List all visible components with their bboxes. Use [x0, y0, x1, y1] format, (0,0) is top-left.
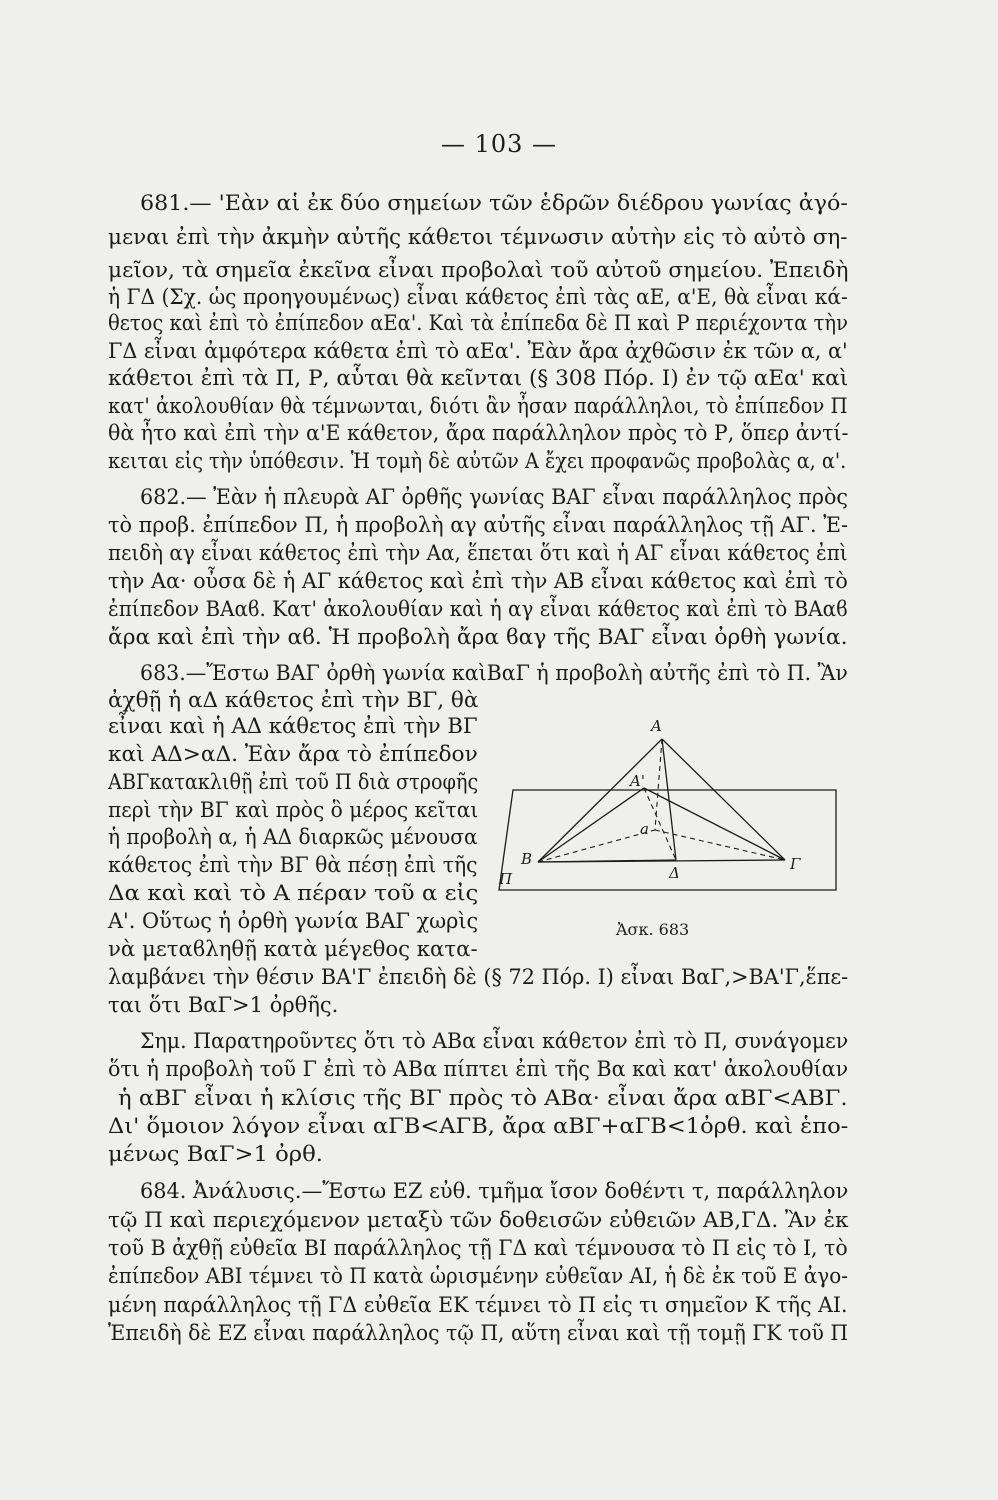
text-line: ἡ ΓΔ (Σχ. ὡς προηγουμένως) εἶναι κάθετος ἐπὶ τὰς αΕ, α'Ε, θὰ εἶναι κά-: [108, 285, 848, 309]
text-line: ἡ αΒΓ εἶναι ἡ κλίσις τῆς ΒΓ πρὸς τὸ ΑΒα· εἶναι ἄρα αΒΓ<ΑΒΓ.: [118, 1086, 848, 1110]
label-A-prime: A': [630, 772, 645, 790]
figure-683: [485, 712, 863, 952]
text-line: ἡ προβολὴ α, ἡ ΑΔ διαρκῶς μένουσα: [108, 825, 478, 849]
label-A: A: [651, 717, 662, 735]
text-line: καὶ ΑΔ>αΔ. Ἐὰν ἄρα τὸ ἐπίπεδον: [108, 742, 478, 766]
label-P: Π: [499, 870, 513, 888]
text-line: ἄρα καὶ ἐπὶ τὴν αϐ. Ἡ προβολὴ ἄρα ϐαγ τῆς ΒΑΓ εἶναι ὀρθὴ γωνία.: [108, 625, 848, 649]
text-line: 683.—Ἔστω ΒΑΓ ὀρθὴ γωνία καὶΒαΓ ἡ προβολὴ αὐτῆς ἐπὶ τὸ Π. Ἂν: [140, 661, 848, 685]
text-line: κάθετοι ἐπὶ τὰ Π, Ρ, αὗται θὰ κεῖνται (§ 308 Πόρ. Ι) ἐν τῷ αΕα' καὶ: [108, 366, 849, 390]
label-B: B: [521, 850, 533, 868]
text-line: εἶναι καὶ ἡ ΑΔ κάθετος ἐπὶ τὴν ΒΓ: [108, 714, 478, 738]
text-line: Δι' ὅμοιον λόγον εἶναι αΓΒ<ΑΓΒ, ἄρα αΒΓ+αΓΒ<1ὀρθ. καὶ ἑπο-: [108, 1114, 849, 1138]
text-line: 684. Ἀνάλυσις.—Ἔστω ΕΖ εὐθ. τμῆμα ἴσον δοθέντι τ, παράλληλον: [140, 1179, 849, 1203]
text-line: πειδὴ αγ εἶναι κάθετος ἐπὶ τὴν Αα, ἕπεται ὅτι καὶ ἡ ΑΓ εἶναι κάθετος ἐπὶ: [108, 541, 848, 565]
text-line: κειται εἰς τὴν ὑπόθεσιν. Ἡ τομὴ δὲ αὐτῶν Α ἔχει προφανῶς προβολὰς α, α'.: [108, 449, 847, 473]
text-line: 681.— 'Εὰν αἱ ἐκ δύο σημείων τῶν ἑδρῶν διέδρου γωνίας ἀγό-: [140, 191, 848, 215]
text-line: κάθετος ἐπὶ τὴν ΒΓ θὰ πέσῃ ἐπὶ τῆς: [108, 853, 478, 877]
text-line: κατ' ἀκολουθίαν θὰ τέμνωνται, διότι ἂν ἦσαν παράλληλοι, τὸ ἐπίπεδον Π: [108, 394, 848, 418]
text-line: μεῖον, τὰ σημεῖα ἐκεῖνα εἶναι προβολαὶ τοῦ αὐτοῦ σημείου. Ἐπειδὴ: [108, 258, 849, 282]
text-line: ἐπίπεδον ΑΒΙ τέμνει τὸ Π κατὰ ὡρισμένην εὐθεῖαν ΑΙ, ἡ δὲ ἐκ τοῦ Ε ἀγο-: [108, 1264, 848, 1288]
edge-A-G: [662, 739, 785, 860]
text-line: ΑΒΓκατακλιθῇ ἐπὶ τοῦ Π διὰ στροφῆς: [108, 770, 479, 794]
text-line: λαμβάνει τὴν θέσιν ΒΑ'Γ ἐπειδὴ δὲ (§ 72 Πόρ. Ι) εἶναι ΒαΓ,>ΒΑ'Γ,ἕπε-: [108, 965, 849, 989]
text-line: θὰ ἦτο καὶ ἐπὶ τὴν α'Ε κάθετον, ἄρα παράλληλον πρὸς τὸ Ρ, ὅπερ ἀντί-: [108, 421, 849, 445]
text-line: ὅτι ἡ προβολὴ τοῦ Γ ἐπὶ τὸ ΑΒα πίπτει ἐπὶ τῆς Βα καὶ κατ' ἀκολουθίαν: [108, 1057, 849, 1081]
text-line: μεναι ἐπὶ τὴν ἀκμὴν αὐτῆς κάθετοι τέμνωσιν αὐτὴν εἰς τὸ αὐτὸ ση-: [108, 225, 848, 249]
edge-A-D: [662, 739, 676, 860]
text-line: τοῦ Β ἀχθῇ εὐθεῖα ΒΙ παράλληλος τῇ ΓΔ καὶ τέμνουσα τὸ Π εἰς τὸ Ι, τὸ: [108, 1236, 848, 1260]
page-number: — 103 —: [440, 130, 558, 158]
edge-Ap-B: [538, 788, 644, 862]
text-line: 682.— Ἐὰν ἡ πλευρὰ ΑΓ ὀρθῆς γωνίας ΒΑΓ εἶναι παράλληλος πρὸς: [140, 485, 849, 509]
text-line: Α'. Οὕτως ἡ ὀρθὴ γωνία ΒΑΓ χωρὶς: [108, 909, 479, 933]
text-line: τῷ Π καὶ περιεχόμενον μεταξὺ τῶν δοθεισῶν εὐθειῶν ΑΒ,ΓΔ. Ἂν ἐκ: [108, 1208, 849, 1232]
label-G: Γ: [790, 855, 801, 873]
text-line: τὴν Αα· οὖσα δὲ ἡ ΑΓ κάθετος καὶ ἐπὶ τὴν ΑΒ εἶναι κάθετος καὶ ἐπὶ τὸ: [108, 569, 848, 593]
text-line: Δα καὶ καὶ τὸ Α πέραν τοῦ α εἰς: [108, 881, 479, 905]
edge-Ap-G: [644, 788, 785, 860]
edge-A-B: [538, 739, 662, 862]
text-line: μένη παράλληλος τῇ ΓΔ εὐθεῖα ΕΚ τέμνει τὸ Π εἰς τι σημεῖον Κ τῆς ΑΙ.: [108, 1293, 848, 1317]
figure-drawing: [485, 712, 863, 952]
text-line: ἐπίπεδον ΒΑαϐ. Κατ' ἀκολουθίαν καὶ ἡ αγ εἶναι κάθετος καὶ ἐπὶ τὸ ΒΑαϐ: [108, 597, 848, 621]
text-line: μένως ΒαΓ>1 ὀρθ.: [108, 1142, 323, 1166]
text-line: ΓΔ εἶναι ἀμφότερα κάθετα ἐπὶ τὸ αΕα'. Ἐὰν ἄρα ἀχθῶσιν ἐκ τῶν α, α': [108, 339, 848, 363]
label-D: Δ: [669, 864, 680, 882]
text-line: ἀχθῇ ἡ αΔ κάθετος ἐπὶ τὴν ΒΓ, θὰ: [108, 688, 479, 712]
text-line: Σημ. Παρατηροῦντες ὅτι τὸ ΑΒα εἶναι κάθετον ἐπὶ τὸ Π, συνάγομεν: [140, 1029, 849, 1053]
text-line: νὰ μεταϐληθῇ κατὰ μέγεθος κατα-: [108, 937, 478, 961]
proj-a-B: [538, 830, 655, 862]
text-line: θετος καὶ ἐπὶ τὸ ἐπίπεδον αΕα'. Καὶ τὰ ἐπίπεδα δὲ Π καὶ Ρ περιέχοντα τὴν: [108, 311, 848, 335]
label-a: a: [640, 820, 649, 838]
text-line: περὶ τὴν ΒΓ καὶ πρὸς ὃ μέρος κεῖται: [108, 798, 479, 822]
text-line: ται ὅτι ΒαΓ>1 ὀρθῆς.: [108, 993, 339, 1017]
text-line: τὸ προβ. ἐπίπεδον Π, ἡ προβολὴ αγ αὐτῆς εἶναι παράλληλος τῇ ΑΓ. Ἐ-: [108, 513, 849, 537]
text-line: Ἐπειδὴ δὲ ΕΖ εἶναι παράλληλος τῷ Π, αὕτη εἶναι καὶ τῇ τομῇ ΓΚ τοῦ Π: [108, 1321, 849, 1345]
figure-caption: Ἀσκ. 683: [616, 920, 690, 939]
